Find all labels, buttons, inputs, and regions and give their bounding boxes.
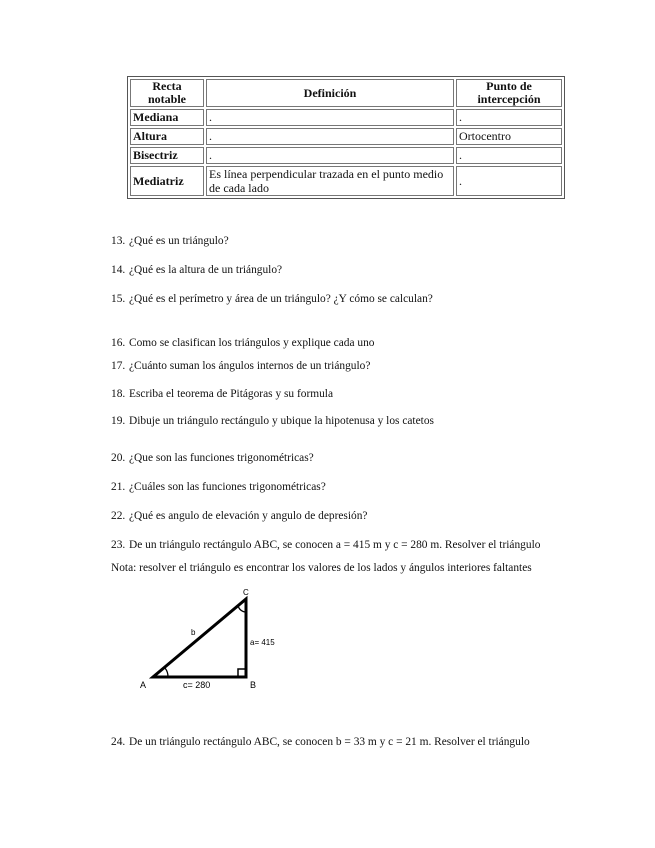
row-name: Mediana — [130, 109, 204, 126]
row-name: Altura — [130, 128, 204, 145]
row-point: . — [456, 109, 562, 126]
question-17: 17. ¿Cuánto suman los ángulos internos de un triángulo? — [111, 360, 371, 372]
note-text: Nota: resolver el triángulo es encontrar los valores de los lados y ángulos interiores faltantes — [111, 562, 532, 574]
side-b-label: b — [191, 628, 196, 637]
row-name: Mediatriz — [130, 166, 204, 196]
right-triangle-figure — [135, 584, 295, 694]
row-point: . — [456, 166, 562, 196]
question-23: 23. De un triángulo rectángulo ABC, se conocen a = 415 m y c = 280 m. Resolver el triángulo — [111, 539, 541, 551]
table-row — [130, 166, 562, 196]
table-row — [130, 147, 562, 164]
row-name: Bisectriz — [130, 147, 204, 164]
table-header-row — [130, 79, 562, 107]
header-recta-notable: Recta notable — [130, 79, 204, 107]
notable-lines-table — [127, 76, 565, 199]
question-24: 24. De un triángulo rectángulo ABC, se conocen b = 33 m y c = 21 m. Resolver el triángulo — [111, 736, 530, 748]
table-row — [130, 109, 562, 126]
row-definition: . — [206, 128, 454, 145]
row-definition: Es línea perpendicular trazada en el punto medio de cada lado — [206, 166, 454, 196]
header-definicion: Definición — [206, 79, 454, 107]
row-point: Ortocentro — [456, 128, 562, 145]
side-a-label: a= 415 — [250, 638, 275, 647]
vertex-b-label: B — [250, 680, 257, 690]
question-14: 14. ¿Qué es la altura de un triángulo? — [111, 264, 283, 276]
triangle-shape — [153, 599, 246, 677]
question-13: 13. ¿Qué es un triángulo? — [111, 235, 229, 247]
header-punto-interceptacion: Punto de intercepción — [456, 79, 562, 107]
row-point: . — [456, 147, 562, 164]
row-definition: . — [206, 147, 454, 164]
vertex-c-label: C — [243, 588, 249, 597]
question-21: 21. ¿Cuáles son las funciones trigonométricas? — [111, 481, 326, 493]
question-20: 20. ¿Que son las funciones trigonométricas? — [111, 452, 314, 464]
row-definition: . — [206, 109, 454, 126]
question-22: 22. ¿Qué es angulo de elevación y angulo de depresión? — [111, 510, 368, 522]
question-19: 19. Dibuje un triángulo rectángulo y ubique la hipotenusa y los catetos — [111, 415, 434, 427]
question-18: 18. Escriba el teorema de Pitágoras y su formula — [111, 388, 334, 400]
question-16: 16. Como se clasifican los triángulos y explique cada uno — [111, 337, 375, 349]
table-row — [130, 128, 562, 145]
side-c-label: c= 280 — [183, 680, 211, 690]
vertex-a-label: A — [140, 680, 147, 690]
question-15: 15. ¿Qué es el perímetro y área de un triángulo? ¿Y cómo se calculan? — [111, 293, 433, 305]
